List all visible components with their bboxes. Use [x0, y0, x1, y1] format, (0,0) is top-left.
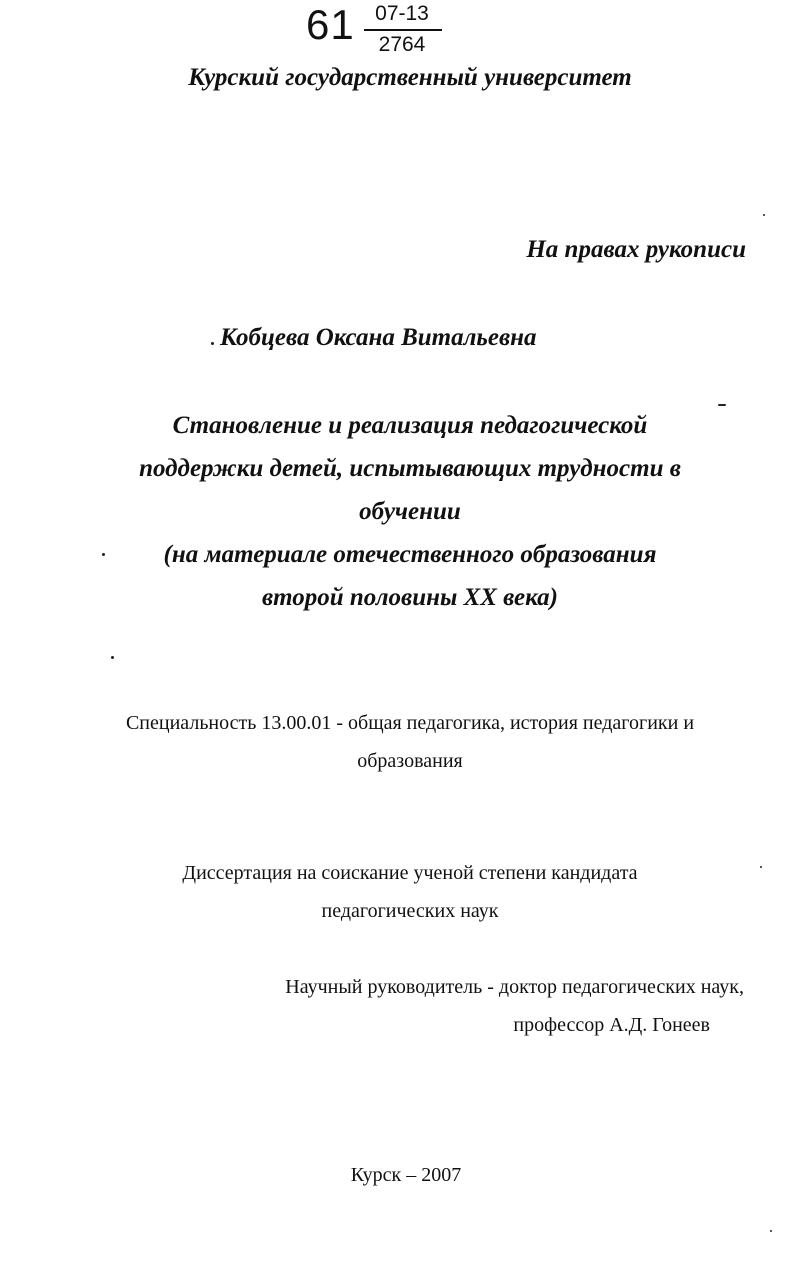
scan-speck: [111, 656, 114, 659]
scan-speck: [718, 404, 726, 406]
archive-code-main: 61: [306, 1, 355, 48]
title-line: поддержки детей, испытывающих трудности в: [139, 455, 681, 482]
archive-code-denominator: 2764: [378, 33, 426, 56]
supervisor-position: Научный руководитель - доктор педагогических наук,: [285, 976, 744, 998]
scan-speck: [770, 1230, 772, 1232]
scan-speck: [760, 866, 762, 868]
specialty-line: образования: [357, 750, 463, 772]
author-name: Кобцева Оксана Витальевна: [220, 324, 537, 351]
degree-statement: [60, 854, 760, 930]
city-year: Курск – 2007: [350, 1164, 462, 1186]
archive-code-numerator: 07-13: [375, 2, 429, 25]
scan-speck: [211, 342, 214, 345]
archive-code: [306, 2, 446, 58]
title-line: второй половины XX века): [261, 584, 559, 611]
title-line: Становление и реализация педагогической: [172, 412, 648, 439]
degree-line: Диссертация на соискание ученой степени кандидата: [182, 862, 638, 884]
title-line: (на материале отечественного образования: [163, 541, 657, 568]
scan-speck: [102, 553, 105, 556]
specialty: [60, 704, 760, 780]
supervisor-name: профессор А.Д. Гонеев: [513, 1014, 710, 1036]
specialty-line: Специальность 13.00.01 - общая педагогика, история педагогики и: [125, 712, 695, 734]
title-line: обучении: [359, 498, 461, 525]
archive-code-fraction-line: [364, 29, 442, 31]
scan-speck: [763, 214, 765, 216]
degree-line: педагогических наук: [321, 900, 499, 922]
university-name: Курский государственный университет: [188, 64, 632, 91]
dissertation-title: [60, 404, 760, 619]
manuscript-rights: На правах рукописи: [526, 236, 746, 263]
